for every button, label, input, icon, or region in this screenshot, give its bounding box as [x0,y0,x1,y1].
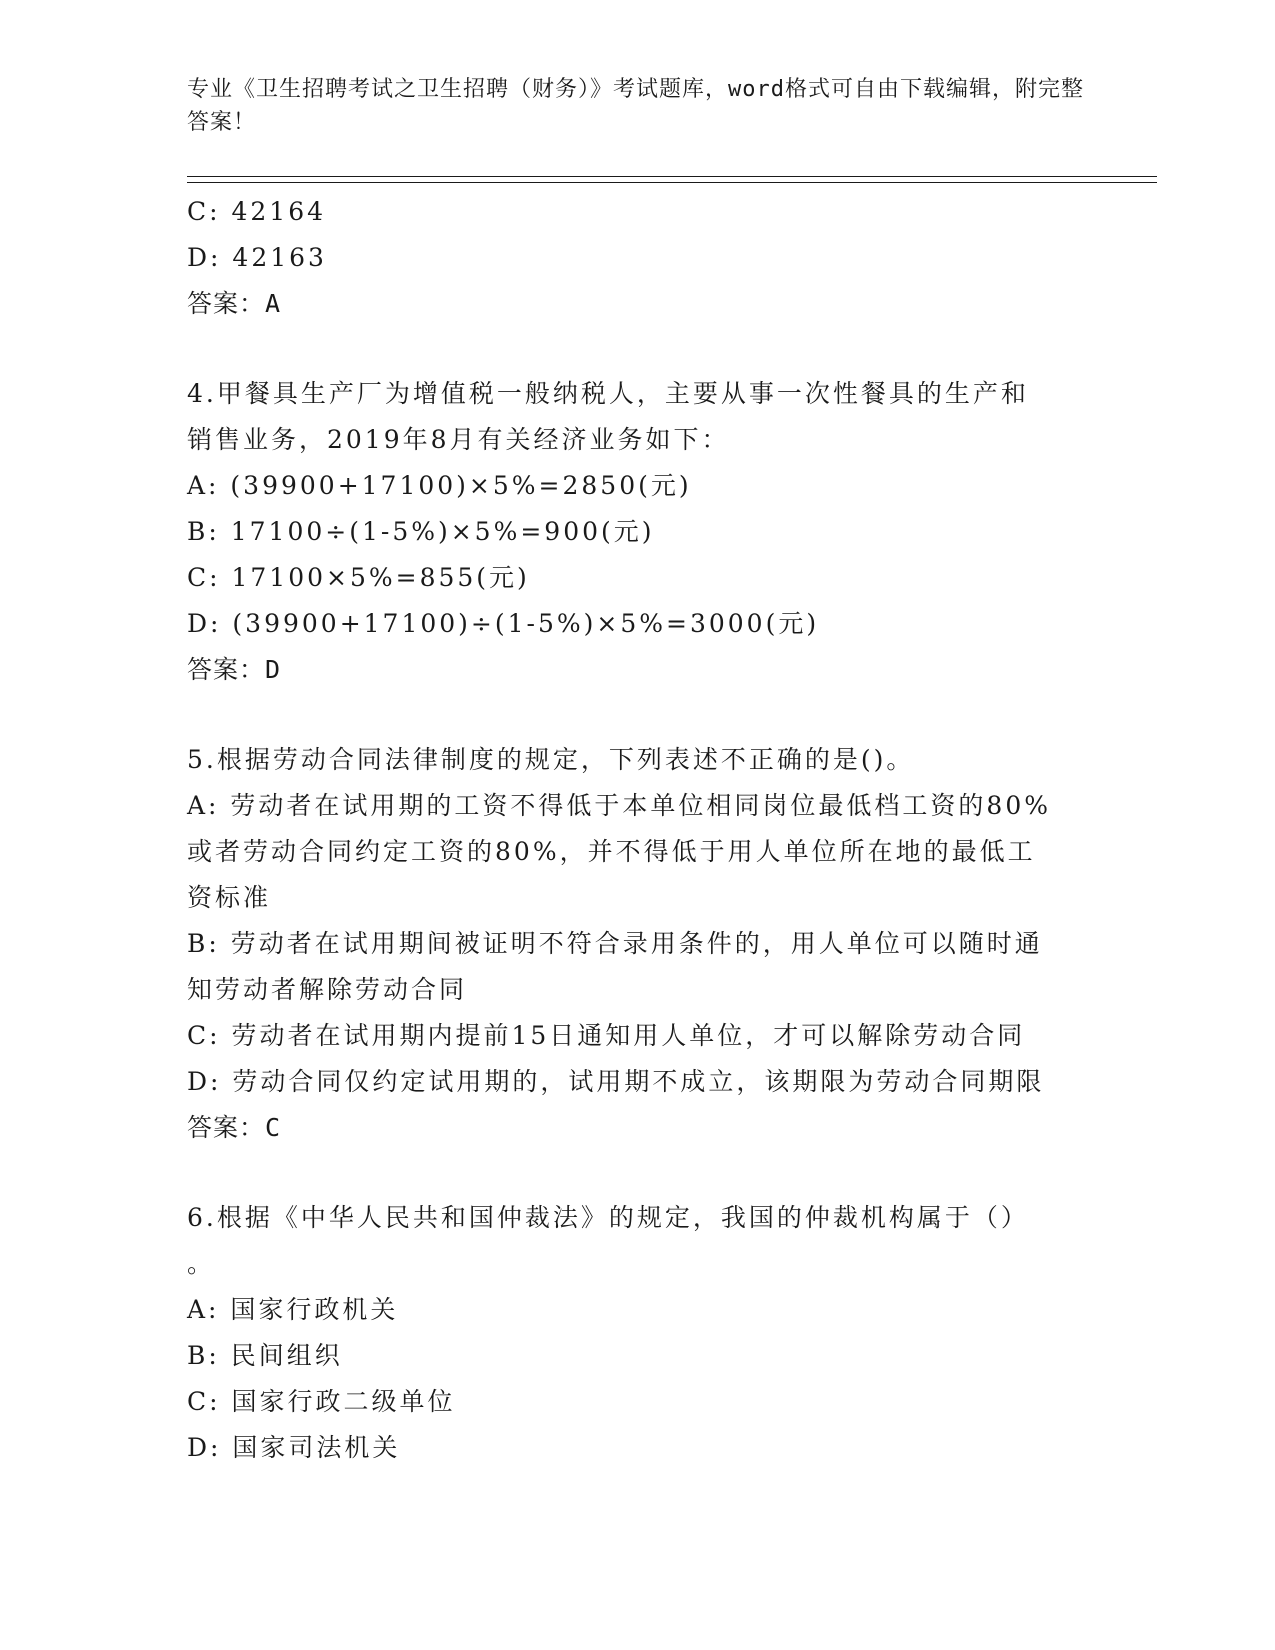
question-content [187,189,1087,1471]
option-c: C: 42164 [187,197,327,226]
option-d: D: 国家司法机关 [187,1433,401,1462]
option-a-line: 或者劳动合同约定工资的80%，并不得低于用人单位所在地的最低工 [187,837,1036,866]
answer-line: 答案：A [187,289,282,318]
option-b: B: 民间组织 [187,1341,343,1370]
option-c: C: 国家行政二级单位 [187,1387,456,1416]
option-a: A: (39900+17100)×5%=2850(元) [187,471,692,500]
option-b-line: B: 劳动者在试用期间被证明不符合录用条件的，用人单位可以随时通 [187,929,1043,958]
option-a-line: 资标准 [187,883,272,912]
option-c: C: 17100×5%=855(元) [187,563,530,592]
question-stem-line: 。 [187,1249,216,1278]
header-divider-bottom [187,182,1157,183]
answer-line: 答案：D [187,655,282,684]
question-4 [187,371,1087,693]
document-header: 专业《卫生招聘考试之卫生招聘（财务）》考试题库，word格式可自由下载编辑，附完整答案！ [187,77,1084,135]
option-d: D: 劳动合同仅约定试用期的，试用期不成立，该期限为劳动合同期限 [187,1067,1045,1096]
previous-question-tail [187,189,1087,327]
question-stem-line: 销售业务，2019年8月有关经济业务如下： [187,425,730,454]
header-divider-top [187,176,1157,177]
option-b: B: 17100÷(1-5%)×5%=900(元) [187,517,655,546]
question-stem-line: 5.根据劳动合同法律制度的规定，下列表述不正确的是()。 [187,745,915,774]
option-c: C: 劳动者在试用期内提前15日通知用人单位，才可以解除劳动合同 [187,1021,1026,1050]
option-b-line: 知劳动者解除劳动合同 [187,975,468,1004]
answer-line: 答案：C [187,1113,282,1142]
option-d: D: 42163 [187,243,327,272]
question-stem-line: 4.甲餐具生产厂为增值税一般纳税人，主要从事一次性餐具的生产和 [187,379,1029,408]
question-5 [187,737,1087,1151]
question-6 [187,1195,1087,1471]
option-a-line: A: 劳动者在试用期的工资不得低于本单位相同岗位最低档工资的80% [187,791,1051,820]
option-a: A: 国家行政机关 [187,1295,399,1324]
question-stem-line: 6.根据《中华人民共和国仲裁法》的规定，我国的仲裁机构属于（） [187,1203,1029,1232]
option-d: D: (39900+17100)÷(1-5%)×5%=3000(元) [187,609,820,638]
